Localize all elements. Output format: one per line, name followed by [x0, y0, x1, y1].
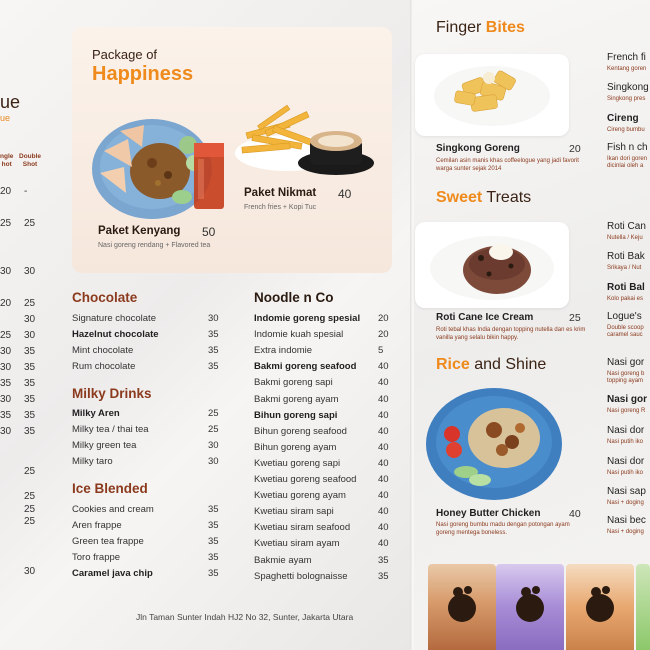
- honey-butter-chicken-desc: Nasi goreng bumbu madu dengan potongan ayam goreng mentega boneless.: [436, 522, 570, 536]
- double-shot-price: 35: [24, 346, 36, 357]
- menu-item-name: Milky taro: [72, 456, 113, 467]
- package-label: Package of: [92, 47, 158, 62]
- cut-section-title: ue: [0, 92, 21, 112]
- side-item-name: Singkong: [607, 82, 649, 93]
- single-shot-price: 20: [0, 186, 12, 197]
- single-shot-price: 30: [0, 266, 12, 277]
- menu-item-name: Milky tea / thai tea: [72, 424, 149, 435]
- menu-item-name: Extra indomie: [254, 345, 313, 357]
- menu-item-name: Kwetiau goreng sapi: [254, 457, 341, 469]
- side-item-name: Roti Bak: [607, 251, 645, 262]
- menu-item-name: Caramel java chip: [72, 568, 153, 579]
- roti-cane-desc: Roti tebal khas India dengan topping nutella dan es krim vanilla yang selalu bikin happy.: [436, 327, 586, 341]
- paket-nikmat-name: Paket Nikmat: [244, 187, 317, 199]
- green-tea-cup-image: [636, 564, 650, 650]
- menu-item-price: 40: [378, 409, 389, 421]
- menu-item-price: 25: [208, 408, 219, 419]
- side-item-desc: Double scoop caramel sauc: [607, 325, 644, 338]
- roti-cane-image: [415, 222, 569, 308]
- taro-cup-image: [496, 564, 564, 650]
- double-shot-price: 35: [24, 378, 36, 389]
- double-shot-price: 30: [24, 266, 36, 277]
- menu-item-price: 40: [378, 377, 389, 389]
- double-shot-header: Double Shot: [19, 153, 42, 168]
- menu-item-name: Mint chocolate: [72, 345, 134, 356]
- menu-item-price: 40: [378, 457, 389, 469]
- menu-item-name: Rum chocolate: [72, 361, 136, 372]
- menu-item-name: Bakmi goreng seafood: [254, 361, 357, 373]
- single-shot-price: 20: [0, 298, 12, 309]
- side-item-desc: Nasi + doging: [607, 500, 644, 506]
- paket-kenyang-price: 50: [202, 225, 216, 239]
- menu-item-price: 35: [208, 361, 219, 372]
- side-item-name: Fish n ch: [607, 142, 648, 153]
- single-shot-price: 35: [0, 378, 12, 389]
- menu-item-price: 40: [378, 441, 389, 453]
- double-shot-price: 30: [24, 566, 36, 577]
- menu-item-price: 40: [378, 522, 389, 534]
- milky-drinks-title: Milky Drinks: [72, 386, 152, 401]
- side-item-desc: Nasi + doging: [607, 529, 644, 535]
- side-item-name: Logue's: [607, 311, 642, 322]
- side-item-desc: Nasi goreng b topping ayam: [607, 371, 645, 384]
- single-shot-price: 30: [0, 426, 12, 437]
- paket-nikmat-desc: French fries + Kopi Tuc: [244, 204, 317, 211]
- package-title: Happiness: [92, 63, 194, 85]
- menu-item-price: 30: [208, 456, 219, 467]
- package-card: [72, 27, 392, 273]
- single-shot-price: 30: [0, 362, 12, 373]
- menu-item-name: Kwetiau siram seafood: [254, 522, 351, 534]
- menu-item-price: 40: [378, 393, 389, 405]
- side-item-desc: Kentang goren: [607, 66, 647, 72]
- paket-kenyang-name: Paket Kenyang: [98, 225, 181, 237]
- menu-item-price: 40: [378, 538, 389, 550]
- flavored-tea-image: [192, 139, 228, 213]
- menu-item-price: 30: [208, 313, 219, 324]
- chocolate-title: Chocolate: [72, 290, 138, 305]
- menu-item-price: 40: [378, 361, 389, 373]
- rice-and-shine-title: Rice and Shine: [436, 356, 547, 373]
- roti-cane-price: 25: [569, 312, 581, 324]
- singkong-goreng-desc: Cemilan asin manis khas coffeelogue yang jadi favorit warga sunter sejak 2014: [436, 158, 579, 172]
- side-item-desc: Nasi putih iko: [607, 470, 644, 476]
- menu-item-name: Hazelnut chocolate: [72, 329, 159, 340]
- noodle-title: Noodle n Co: [254, 290, 334, 305]
- side-item-desc: Nutella / Keju: [607, 235, 643, 241]
- menu-item-name: Aren frappe: [72, 520, 122, 531]
- cut-section-subtitle: ue: [0, 113, 11, 123]
- menu-item-name: Bihun goreng seafood: [254, 425, 347, 437]
- singkong-goreng-image: [415, 54, 569, 136]
- menu-item-price: 30: [208, 440, 219, 451]
- menu-item-price: 40: [378, 506, 389, 518]
- single-shot-price: 25: [0, 218, 12, 229]
- menu-item-price: 20: [378, 313, 389, 324]
- menu-item-name: Spaghetti bolognaisse: [254, 570, 348, 582]
- menu-item-name: Bihun goreng sapi: [254, 409, 338, 421]
- side-item-name: Nasi dor: [607, 456, 645, 467]
- side-item-desc: Cireng bumbu: [607, 127, 645, 133]
- menu-item-price: 40: [378, 474, 389, 485]
- singkong-goreng-name: Singkong Goreng: [436, 143, 520, 154]
- side-item-name: Roti Bal: [607, 282, 645, 293]
- menu-item-price: 35: [208, 329, 219, 340]
- side-item-desc: Nasi goreng R: [607, 408, 646, 414]
- milk-tea-cup-image: [428, 564, 496, 650]
- single-shot-price: 25: [0, 330, 12, 341]
- menu-item-price: 35: [208, 568, 219, 579]
- menu-item-price: 35: [208, 504, 219, 515]
- double-shot-price: 25: [24, 504, 36, 515]
- paket-kenyang-desc: Nasi goreng rendang + Flavored tea: [98, 242, 211, 249]
- ice-blended-title: Ice Blended: [72, 481, 148, 496]
- menu-item-name: Kwetiau siram sapi: [254, 506, 334, 518]
- side-item-name: Nasi gor: [607, 394, 648, 405]
- double-shot-price: 30: [24, 330, 36, 341]
- double-shot-price: 25: [24, 466, 36, 477]
- menu-item-name: Bakmi goreng ayam: [254, 393, 339, 405]
- menu-item-price: 35: [378, 554, 389, 566]
- double-shot-price: 35: [24, 362, 36, 373]
- side-item-name: Nasi gor: [607, 357, 645, 368]
- side-item-desc: Kolo pakai es: [607, 296, 644, 302]
- roti-cane-name: Roti Cane Ice Cream: [436, 312, 534, 323]
- menu-item-name: Indomie goreng spesial: [254, 313, 361, 324]
- menu-item-name: Cookies and cream: [72, 504, 154, 515]
- menu-item-price: 40: [378, 490, 389, 502]
- finger-bites-title: Finger Bites: [436, 19, 525, 36]
- menu-item-name: Signature chocolate: [72, 313, 156, 324]
- single-shot-price: 30: [0, 346, 12, 357]
- double-shot-price: 35: [24, 410, 36, 421]
- side-item-name: Cireng: [607, 113, 639, 124]
- menu-item-name: Kwetiau goreng seafood: [254, 474, 357, 485]
- double-shot-price: -: [24, 186, 28, 197]
- side-item-name: Nasi sap: [607, 486, 646, 497]
- double-shot-price: 35: [24, 426, 36, 437]
- menu-item-price: 40: [378, 425, 389, 437]
- menu-item-name: Green tea frappe: [72, 536, 144, 547]
- menu-item-name: Bakmie ayam: [254, 554, 312, 566]
- honey-butter-chicken-image: [424, 386, 564, 504]
- menu-item-price: 5: [378, 345, 384, 357]
- menu-item-price: 35: [208, 552, 219, 563]
- menu-item-price: 35: [208, 345, 219, 356]
- menu-item-name: Milky green tea: [72, 440, 137, 451]
- side-item-desc: Nasi putih iko: [607, 439, 644, 445]
- fries-and-coffee-image: [232, 97, 382, 187]
- paket-nikmat-price: 40: [338, 187, 352, 201]
- double-shot-price: 25: [24, 218, 36, 229]
- single-shot-header: ngle hot: [0, 153, 14, 168]
- honey-butter-chicken-price: 40: [569, 508, 581, 520]
- side-item-name: Nasi bec: [607, 515, 646, 526]
- side-item-name: Nasi dor: [607, 425, 645, 436]
- menu-item-price: 20: [378, 329, 389, 341]
- menu-item-name: Bihun goreng ayam: [254, 441, 337, 453]
- double-shot-price: 25: [24, 516, 36, 527]
- menu-item-price: 35: [378, 570, 389, 582]
- singkong-goreng-price: 20: [569, 143, 581, 155]
- double-shot-price: 25: [24, 298, 36, 309]
- sweet-treats-title: Sweet Treats: [436, 189, 532, 206]
- menu-item-name: Kwetiau siram ayam: [254, 538, 340, 550]
- menu-item-price: 25: [208, 424, 219, 435]
- side-item-desc: Singkong pres: [607, 96, 646, 102]
- side-item-desc: Ikan dori goren dicinlai oleh a: [607, 156, 648, 169]
- menu-item-price: 35: [208, 520, 219, 531]
- menu-item-name: Toro frappe: [72, 552, 121, 563]
- menu-item-price: 35: [208, 536, 219, 547]
- menu-item-name: Bakmi goreng sapi: [254, 377, 333, 389]
- menu-item-name: Kwetiau goreng ayam: [254, 490, 346, 502]
- single-shot-price: 30: [0, 394, 12, 405]
- single-shot-price: 35: [0, 410, 12, 421]
- aren-cup-image: [566, 564, 634, 650]
- side-item-desc: Srikaya / Nut: [607, 265, 642, 271]
- side-item-name: Roti Can: [607, 221, 646, 232]
- side-item-name: French fi: [607, 52, 646, 63]
- menu-item-name: Indomie kuah spesial: [254, 329, 344, 341]
- address-text: Jln Taman Sunter Indah HJ2 No 32, Sunter, Jakarta Utara: [136, 612, 354, 622]
- double-shot-price: 30: [24, 314, 36, 325]
- menu-item-name: Milky Aren: [72, 408, 120, 419]
- double-shot-price: 25: [24, 491, 36, 502]
- honey-butter-chicken-name: Honey Butter Chicken: [436, 508, 541, 519]
- double-shot-price: 35: [24, 394, 36, 405]
